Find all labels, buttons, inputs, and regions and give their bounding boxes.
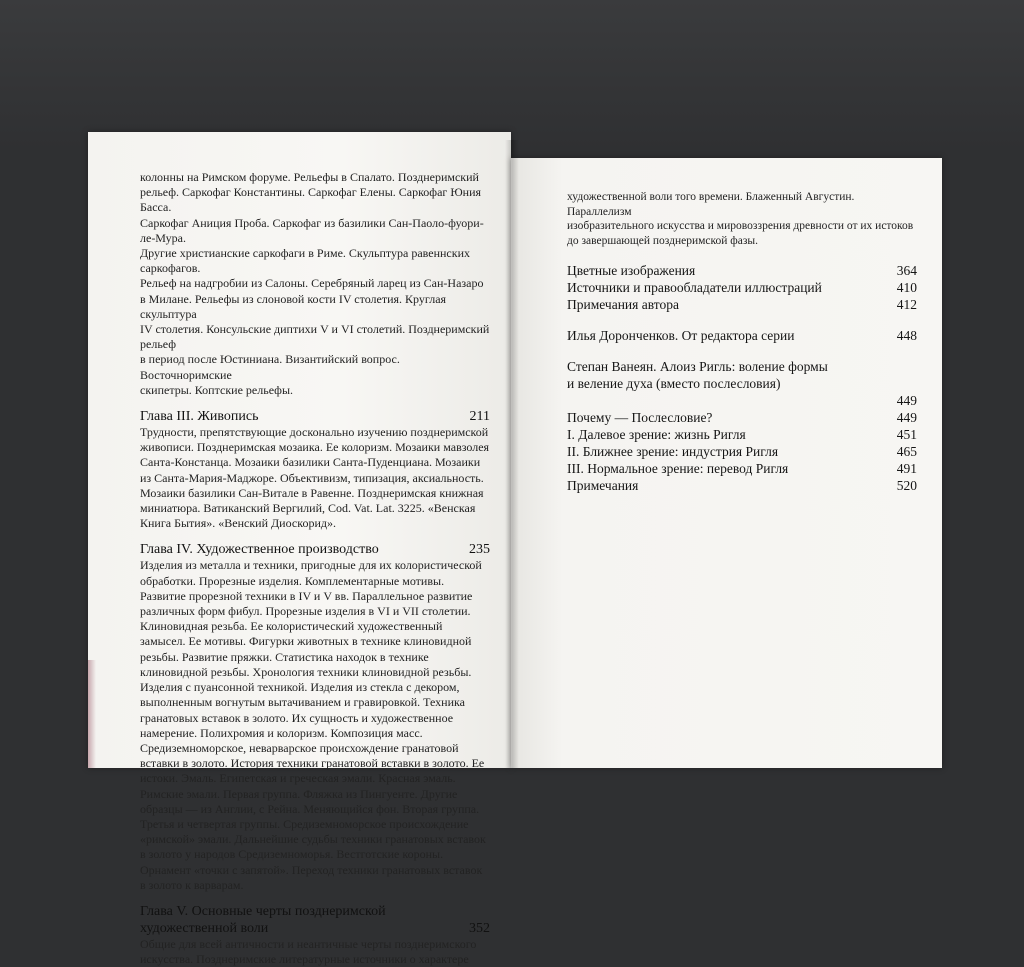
toc-entry bbox=[567, 262, 917, 279]
toc-entry bbox=[567, 279, 917, 296]
text-line: до завершающей позднеримской фазы. bbox=[567, 234, 758, 247]
text-line: художественной воли того времени. Блаженный Августин. Параллелизм bbox=[567, 191, 855, 218]
page-number: 448 bbox=[896, 328, 917, 343]
chapter-3 bbox=[140, 408, 490, 531]
spacer bbox=[567, 344, 917, 358]
right-page bbox=[511, 158, 942, 768]
page-number: 364 bbox=[896, 263, 917, 278]
toc-title: Примечания bbox=[567, 478, 639, 493]
chapter-description: Изделия из металла и техники, пригодные для их колористической обработки. Прорезные изделия. Комплементарные мотивы. Развитие прорезной техники в IV и V вв. Параллельное развитие различных форм фибул. Прорезные изделия в VI и VII столетии. Клиновидная резьба. Ее колористический художественный замысел. Ее мотивы. Фигурки животных в технике клиновидной резьбы. Развитие пряжки. Статистика находок в технике клиновидной резьбы. Хронология техники клиновидной резьбы. Изделия с пуансонной техникой. Изделия из стекла с декором, выполненным вогнутым вытачиванием и гравировкой. Техника гранатовых вставок в золото. Их сущность и художественное намерение. Полихромия и колоризм. Композиция масс. Средиземноморское, неварварское происхождение гранатовой вставки в золото. История техники гранатовой вставки в золото. Ее истоки. Эмаль. Египетская и греческая эмали. Красная эмаль. Римские эмали. Первая группа. Фляжка из Пингуенте. Другие образцы — из Англии, с Рейна. Меняющийся фон. Вторая группа. Третья и четвертая группы. Средиземноморское происхождение «римской» эмали. Дальнейшие судьбы техники гранатовых вставок в золото у народов Средиземноморья. Вестготские короны. Орнамент «точки с запятой». Переход техники гранатовых вставок в золото к варварам. bbox=[140, 558, 486, 892]
page-number: 352 bbox=[469, 920, 490, 936]
book-spine bbox=[505, 140, 519, 768]
toc-title: I. Далевое зрение: жизнь Ригля bbox=[567, 427, 746, 442]
toc-entry bbox=[567, 409, 917, 426]
page-number: 211 bbox=[469, 409, 490, 425]
text-line: рельеф. Саркофаг Константины. Саркофаг Елены. Саркофаг Юния Басса. bbox=[140, 185, 482, 215]
page-edge bbox=[88, 660, 96, 768]
chapter-description: Общие для всей античности и неантичные черты позднеримского искусства. Позднеримские литературные источники о характере bbox=[140, 936, 477, 967]
chapter-heading bbox=[140, 903, 490, 937]
toc-title: Примечания автора bbox=[567, 297, 679, 312]
toc-title: Цветные изображения bbox=[567, 263, 696, 278]
text-line: в Милане. Рельефы из слоновой кости IV столетия. Круглая скульптура bbox=[140, 291, 447, 321]
chapter-description bbox=[567, 190, 917, 248]
text-line: скипетры. Коптские рельефы. bbox=[140, 382, 293, 397]
toc-title: Источники и правообладатели иллюстраций bbox=[567, 280, 822, 295]
toc-entry bbox=[567, 358, 917, 375]
toc-entry bbox=[567, 477, 917, 494]
page-number: 412 bbox=[896, 297, 917, 312]
chapter-title: Глава IV. Художественное производство bbox=[140, 542, 379, 558]
page-number: 235 bbox=[469, 542, 490, 558]
page-number: 449 bbox=[896, 410, 917, 425]
background bbox=[0, 0, 1024, 150]
toc-title: Степан Ванеян. Алоиз Ригль: воление формы bbox=[567, 359, 828, 374]
chapter-description: Трудности, препятствующие досконально изучению позднеримской живописи. Позднеримская мозаика. Ее колоризм. Мозаики мавзолея Санта-Констанца. Мозаики базилики Санта-Пуденциана. Мозаики из Санта-Мария-Маджоре. Объективизм, типизация, аксиальность. Мозаики базилики Сан-Витале в Равенне. Позднеримская книжная миниатюра. Ватиканский Вергилий, Cod. Vat. Lat. 3225. «Венская Книга Бытия». «Венский Диоскорид». bbox=[140, 425, 490, 531]
toc-title: III. Нормальное зрение: перевод Ригля bbox=[567, 461, 789, 476]
page-number: 449 bbox=[896, 393, 917, 408]
toc-entry bbox=[567, 327, 917, 344]
text-line: IV столетия. Консульские диптихи V и VI столетий. Позднеримский рельеф bbox=[140, 322, 490, 352]
right-page-content bbox=[567, 190, 917, 494]
text-line: изобразительного искусства и мировоззрения древности от их истоков bbox=[567, 220, 914, 232]
toc-title: и веление духа (вместо послесловия) bbox=[567, 376, 781, 391]
page-number: 451 bbox=[896, 427, 917, 442]
text-line: в период после Юстиниана. Византийский вопрос. Восточноримские bbox=[140, 352, 400, 382]
chapter-5 bbox=[140, 903, 490, 967]
chapter-heading bbox=[140, 408, 490, 425]
toc-title: Илья Доронченков. От редактора серии bbox=[567, 328, 795, 343]
text-line: Другие христианские саркофаги в Риме. Скульптура равеннских саркофагов. bbox=[140, 246, 471, 276]
text-line: колонны на Римском форуме. Рельефы в Спалато. Позднеримский bbox=[140, 170, 479, 184]
toc-entry bbox=[567, 443, 917, 460]
page-number: 520 bbox=[896, 478, 917, 493]
toc-entry bbox=[567, 460, 917, 477]
toc-title: II. Ближнее зрение: индустрия Ригля bbox=[567, 444, 779, 459]
chapter-title bbox=[140, 903, 461, 937]
toc-entry bbox=[567, 296, 917, 313]
page-number: 465 bbox=[896, 444, 917, 459]
chapter-title-line: Глава V. Основные черты позднеримской bbox=[140, 903, 386, 919]
chapter-description bbox=[140, 170, 490, 398]
toc-entry bbox=[567, 426, 917, 443]
page-number: 410 bbox=[896, 280, 917, 295]
toc-entry bbox=[567, 375, 917, 392]
toc-title: Почему — Послесловие? bbox=[567, 410, 713, 425]
page-number: 491 bbox=[896, 461, 917, 476]
toc-entry bbox=[567, 392, 917, 409]
text-line: Рельеф на надгробии из Салоны. Серебряный ларец из Сан-Назаро bbox=[140, 276, 484, 291]
spacer bbox=[567, 248, 917, 262]
left-page bbox=[88, 132, 511, 967]
chapter-title: Глава III. Живопись bbox=[140, 409, 259, 425]
spacer bbox=[567, 313, 917, 327]
chapter-heading bbox=[140, 541, 490, 558]
chapter-title-line: художественной воли bbox=[140, 920, 269, 936]
chapter-4 bbox=[140, 541, 490, 892]
text-line: Саркофаг Аниция Проба. Саркофаг из базилики Сан-Паоло-фуори-ле-Мура. bbox=[140, 215, 484, 245]
left-page-content bbox=[140, 170, 490, 967]
